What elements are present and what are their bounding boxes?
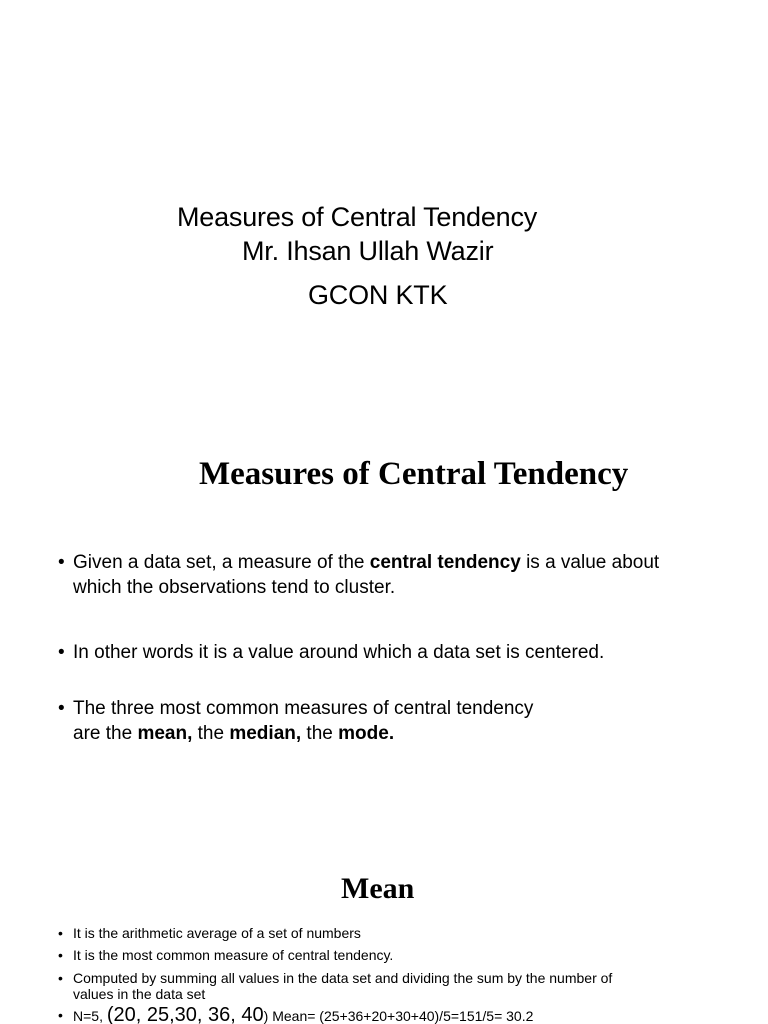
bullet-text (73, 970, 612, 1002)
institution-name: GCON KTK (308, 280, 448, 310)
bullet-text-part: the (192, 723, 230, 744)
bold-term: central tendency (369, 552, 521, 573)
bullet-icon: • (58, 970, 63, 986)
bullet-text-part: values in the data set (73, 986, 206, 1002)
mean-calculation: ) Mean= (25+36+20+30+40)/5=151/5= 30.2 (263, 1008, 534, 1024)
central-tendency-slide (0, 430, 768, 860)
bullet-text-part: is a value about (520, 552, 660, 573)
presentation-title: Measures of Central Tendency (177, 202, 538, 232)
slide-heading: Mean (341, 872, 415, 905)
bullet-text-part: Computed by summing all values in the data set and dividing the sum by the number of (73, 970, 613, 986)
bold-term: mean, (137, 723, 193, 744)
bold-term: median, (229, 723, 302, 744)
bullet-text-part: are the (73, 723, 138, 744)
mean-slide (0, 860, 768, 1024)
bullet-icon: • (58, 947, 63, 963)
bullet-text-part: N=5, (73, 1008, 107, 1024)
slide-heading: Measures of Central Tendency (199, 456, 629, 492)
bullet-text (73, 696, 533, 746)
title-slide (0, 0, 768, 430)
bullet-icon: • (58, 925, 63, 941)
bullet-icon: • (58, 642, 65, 663)
bullet-text: In other words it is a value around which a data set is centered. (73, 642, 605, 663)
data-values: (20, 25,30, 36, 40 (106, 1004, 264, 1024)
bullet-icon: • (58, 698, 65, 719)
bullet-text-part: which the observations tend to cluster. (73, 577, 396, 598)
bold-term: mode. (338, 723, 395, 744)
bullet-text-part: the (301, 723, 339, 744)
presenter-name: Mr. Ihsan Ullah Wazir (242, 236, 494, 266)
bullet-text: It is the arithmetic average of a set of numbers (73, 925, 361, 941)
bullet-text (73, 1004, 534, 1024)
bullet-icon: • (58, 552, 65, 573)
bullet-text (73, 550, 659, 600)
bullet-text-part: The three most common measures of central tendency (73, 698, 534, 719)
bullet-text-part: Given a data set, a measure of the (73, 552, 370, 573)
bullet-icon: • (58, 1007, 63, 1023)
bullet-text: It is the most common measure of central tendency. (73, 947, 394, 963)
